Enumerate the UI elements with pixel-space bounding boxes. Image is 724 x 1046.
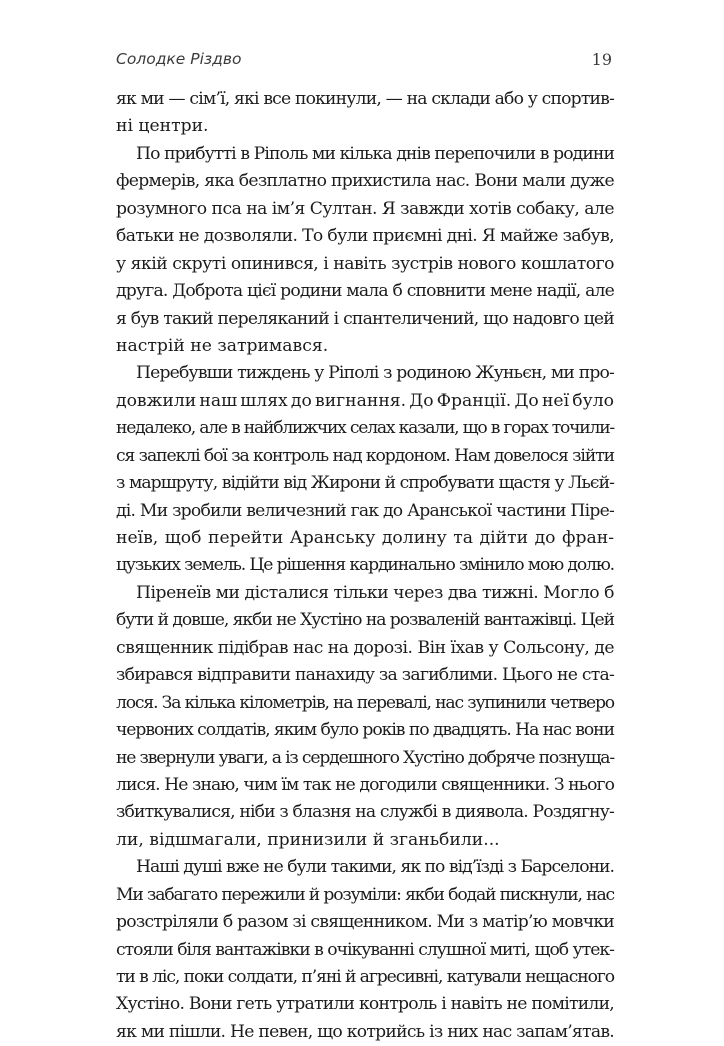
text-line: не звернули уваги, а із сердешного Хустіно добряче познуща- (116, 747, 614, 768)
text-line: Наші душі вже не були такими, як по від’їзді з Барселони. (136, 857, 614, 878)
text-line: бути й довше, якби не Хустіно на розваленій вантажівці. Цей (116, 610, 614, 631)
text-line: неїв, щоб перейти Аранську долину та дійти до фран- (116, 528, 614, 548)
text-line: збирався відправити панахиду за загиблими. Цього не ста- (116, 665, 614, 686)
text-line: Ми забагато пережили й розуміли: якби бодай пискнули, нас (116, 884, 614, 905)
text-line: настрій не затримався. (116, 335, 329, 356)
text-line: червоних солдатів, яким було років по двадцять. На нас вони (116, 720, 614, 741)
text-line: як ми пішли. Не певен, що котрийсь із них нас запам’ятав. (116, 1021, 614, 1042)
text-line: ні центри. (116, 116, 209, 137)
text-line: збиткувалися, ніби з блазня на службі в диявола. Роздягну- (116, 802, 614, 823)
text-line: ді. Ми зробили величезний гак до Аранської частини Піре- (116, 500, 614, 521)
text-line: Перебувши тиждень у Ріполі з родиною Жуньєн, ми про- (136, 363, 614, 384)
text-line: лося. За кілька кілометрів, на перевалі, нас зупинили четверо (116, 692, 614, 713)
text-line: лися. Не знаю, чим їм так не догодили священники. З нього (116, 774, 614, 795)
running-header-title: Солодке Різдво (116, 50, 242, 68)
text-line: ти в ліс, поки солдати, п’яні й агресивні, катували нещасного (116, 967, 614, 987)
text-line: з маршруту, відійти від Жирони й спробувати щастя у Льєй- (116, 473, 614, 494)
text-line: як ми — сім’ї, які все покинули, — на склади або у спортив- (116, 89, 614, 109)
text-line: фермерів, яка безплатно прихистила нас. Вони мали дуже (116, 171, 614, 192)
text-line: батьки не дозволяли. То були приємні дні. Я майже забув, (116, 226, 614, 247)
text-line: я був такий переляканий і спантеличений, що надовго цей (116, 308, 614, 329)
running-header (116, 50, 612, 74)
text-line: у якій скруті опинився, і навіть зустрів нового кошлатого (116, 253, 614, 274)
text-line: цузьких земель. Це рішення кардинально змінило мою долю. (116, 555, 614, 576)
text-line: По прибутті в Ріполь ми кілька днів перепочили в родини (136, 143, 614, 164)
body-text (116, 86, 614, 1046)
text-line: ли, відшмагали, принизили й зганьбили... (116, 829, 500, 850)
text-line: розумного пса на ім’я Султан. Я завжди хотів собаку, але (116, 198, 614, 219)
page-number: 19 (591, 50, 612, 69)
text-line: священник підібрав нас на дорозі. Він їхав у Сольсону, де (116, 637, 614, 658)
text-line: ся запеклі бої за контроль над кордоном. Нам довелося зійти (116, 445, 614, 466)
text-line: Піренеїв ми дісталися тільки через два тижні. Могло б (136, 582, 614, 603)
text-line: Хустіно. Вони геть утратили контроль і навіть не помітили, (116, 994, 614, 1015)
text-line: недалеко, але в найближчих селах казали, що в горах точили- (116, 418, 614, 439)
text-line: довжили наш шлях до вигнання. До Франції. До неї було (116, 390, 614, 411)
text-line: розстріляли б разом зі священником. Ми з матір’ю мовчки (116, 912, 614, 933)
text-line: друга. Доброта цієї родини мала б сповнити мене надії, але (116, 281, 614, 302)
text-line: стояли біля вантажівки в очікуванні слушної миті, щоб утек- (116, 939, 614, 960)
